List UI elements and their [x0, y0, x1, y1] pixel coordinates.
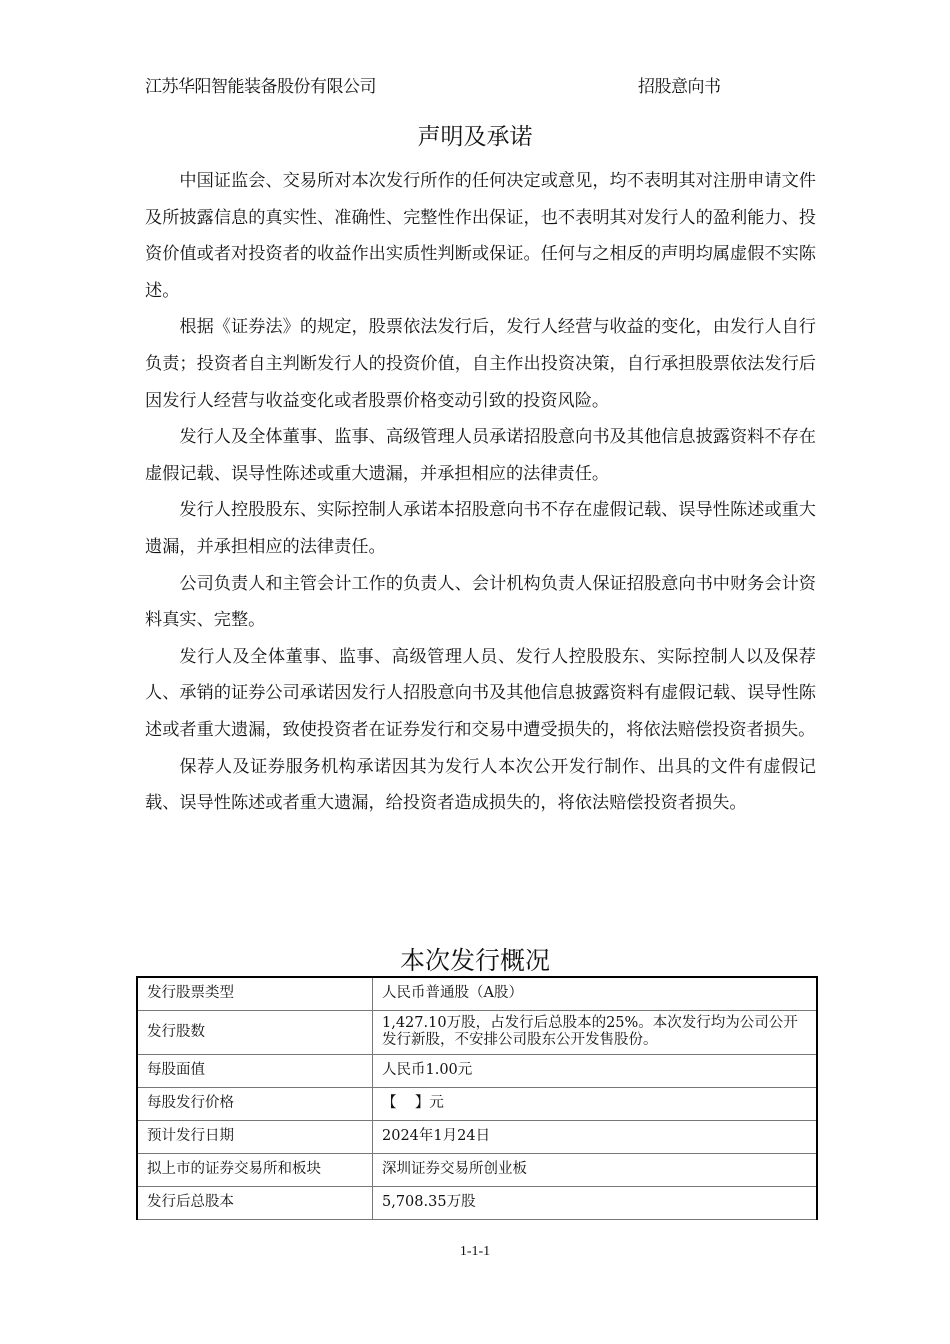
table-row: [137, 1010, 817, 1054]
row-value: 1,427.10万股，占发行后总股本的25%。本次发行均为公司公开发行新股，不安排公司股东公开发售股份。: [373, 1010, 818, 1054]
row-label: 发行股票类型: [137, 977, 373, 1010]
table-row: [137, 977, 817, 1010]
row-label: 每股面值: [137, 1054, 373, 1087]
row-label: 每股发行价格: [137, 1087, 373, 1120]
header-document-type: 招股意向书: [638, 77, 721, 97]
row-value: 5,708.35万股: [373, 1186, 818, 1219]
row-label: 拟上市的证券交易所和板块: [137, 1153, 373, 1186]
table-row: [137, 1186, 817, 1219]
row-value: 【 】元: [373, 1087, 818, 1120]
header-company-name: 江苏华阳智能装备股份有限公司: [145, 77, 376, 97]
table-row: [137, 1054, 817, 1087]
page-number: 1-1-1: [459, 1244, 491, 1259]
row-label: 发行后总股本: [137, 1186, 373, 1219]
statement-paragraph: 发行人及全体董事、监事、高级管理人员、发行人控股股东、实际控制人以及保荐人、承销的证券公司承诺因发行人招股意向书及其他信息披露资料有虚假记载、误导性陈述或者重大遗漏，致使投资者在证券发行和交易中遭受损失的，将依法赔偿投资者损失。: [145, 646, 816, 740]
statement-paragraph: 发行人及全体董事、监事、高级管理人员承诺招股意向书及其他信息披露资料不存在虚假记载、误导性陈述或重大遗漏，并承担相应的法律责任。: [145, 427, 816, 484]
row-label: 预计发行日期: [137, 1120, 373, 1153]
statement-paragraph: 保荐人及证券服务机构承诺因其为发行人本次公开发行制作、出具的文件有虚假记载、误导性陈述或者重大遗漏，给投资者造成损失的，将依法赔偿投资者损失。: [145, 756, 816, 814]
statement-body: [145, 163, 816, 822]
row-value: 2024年1月24日: [373, 1120, 818, 1153]
offering-overview-table: [136, 976, 818, 1220]
statement-title: 声明及承诺: [417, 124, 533, 150]
statement-paragraph: 公司负责人和主管会计工作的负责人、会计机构负责人保证招股意向书中财务会计资料真实、完整。: [145, 573, 816, 631]
table-row: [137, 1120, 817, 1153]
statement-paragraph: 根据《证券法》的规定，股票依法发行后，发行人经营与收益的变化，由发行人自行负责；投资者自主判断发行人的投资价值，自主作出投资决策，自行承担股票依法发行后因发行人经营与收益变化或者股票价格变动引致的投资风险。: [145, 317, 816, 411]
table-row: [137, 1087, 817, 1120]
row-value: 深圳证券交易所创业板: [373, 1153, 818, 1186]
overview-title: 本次发行概况: [399, 946, 550, 975]
statement-paragraph: 中国证监会、交易所对本次发行所作的任何决定或意见，均不表明其对注册申请文件及所披露信息的真实性、准确性、完整性作出保证，也不表明其对发行人的盈利能力、投资价值或者对投资者的收益作出实质性判断或保证。任何与之相反的声明均属虚假不实陈述。: [145, 171, 816, 301]
table-row: [137, 1153, 817, 1186]
row-label: 发行股数: [137, 1010, 373, 1054]
statement-paragraph: 发行人控股股东、实际控制人承诺本招股意向书不存在虚假记载、误导性陈述或重大遗漏，并承担相应的法律责任。: [145, 500, 816, 557]
row-value: 人民币普通股（A股）: [373, 977, 818, 1010]
row-value: 人民币1.00元: [373, 1054, 818, 1087]
